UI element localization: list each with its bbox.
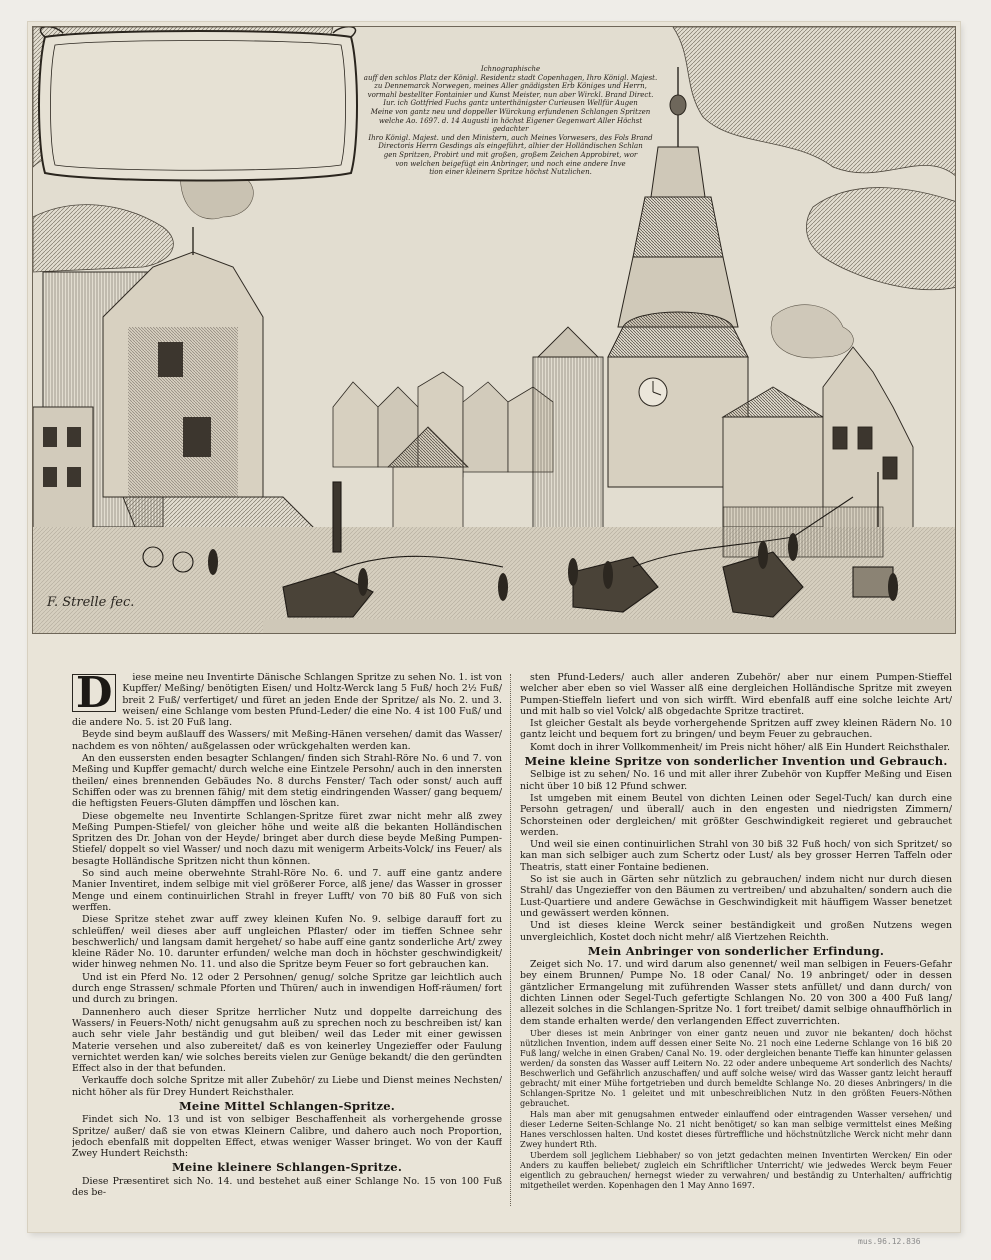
engraving-plate xyxy=(32,26,956,634)
section-heading: Mein Anbringer von sonderlicher Erfindung. xyxy=(587,943,885,958)
paragraph: Findet sich No. 13 und ist von selbiger Beschaffenheit als vorhergehende grosse Spritze/ außer/ daß sie von etwas Kleinern Calibre, und dahero auch noch Proportion, jedoch ebenfalß mit doppelten Effect, etwas weniger Wasser bringet. Wo von der Kauff Zwey Hundert Reichsth: xyxy=(72,1114,502,1160)
paragraph: Beyde sind beym außlauff des Wassers/ mit Meßing-Hänen versehen/ damit das Wasser/ nachdem es von nöhten/ außgelassen oder wrückgehalten werden kan. xyxy=(72,729,502,752)
paragraph: Komt doch in ihrer Vollkommenheit/ im Preis nicht höher/ alß Ein Hundert Reichsthaler. xyxy=(530,741,950,753)
paragraph: Zeiget sich No. 17. und wird darum also genennet/ weil man selbigen in Feuers-Gefahr bey einem Brunnen/ Pumpe No. 18 oder Canal/ No. 19 anbringet/ oder in dessen gäntzlicher Ermangelung mit zuführenden Wasser stets anfüllet/ und dann durch/ von dichten Linnen oder Segel-Tuch gefertigte Schlangen No. 20 von 300 a 400 Fuß lang/ allezeit solches in die Schlangen-Spritze No. 1 fort treibet/ damit selbige ohnauffhörlich in dem stande erhalten werde/ den verlangenden Effect zuverrichten. xyxy=(520,959,952,1027)
paragraph: Und ist dieses kleine Werck seiner beständigkeit und großen Nutzens wegen unvergleichlich, Kostet doch nicht mehr/ alß Viertzehen Reichth. xyxy=(520,920,952,943)
paragraph: So ist sie auch in Gärten sehr nützlich zu gebrauchen/ indem nicht nur durch diesen Strahl/ das Ungezieffer von den Bäumen zu vertreiben/ und abzuhalten/ sondern auch die Lust-Quartiere und andere Gewächse in Geschwindigkeit mit häuffigem Wasser benetzet und gewässert werden können. xyxy=(520,874,952,919)
section-heading: Meine kleinere Schlangen-Spritze. xyxy=(171,1160,403,1175)
paragraph: Hals man aber mit genugsahmen entweder einlauffend oder eintragenden Wasser versehen/ und dieser Lederne Seiten-Schlange No. 21 nicht benötiget/ so kan man selbige vermittelst eines Meßing Hanes verschlossen halten. Und kostet dieses fürtreffliche und höchstnützliche Werck nicht mehr dann Zwey hundert Rth. xyxy=(520,1108,952,1149)
paragraph: Diese Præsentiret sich No. 14. und bestehet auß einer Schlange No. 15 von 100 Fuß des be- xyxy=(72,1175,502,1199)
inventory-number: mus.96.12.836 xyxy=(858,1237,921,1246)
paragraph: Ist gleicher Gestalt als beyde vorhergehende Spritzen auff zwey kleinen Rädern No. 10 gantz leicht und bequem fort zu bringen/ und beym Feuer zu gebrauchen. xyxy=(520,718,952,741)
paragraph: So sind auch meine oberwehnte Strahl-Röre No. 6. und 7. auff eine gantz andere Manier Inventiret, indem selbige mit viel größerer Force, alß jene/ das Wasser in grosser Menge und einem continuirlichen Strahl in freyer Lufft/ von 70 biß 80 Fuß von sich werffen. xyxy=(72,868,502,913)
paragraph: Und weil sie einen continuirlichen Strahl von 30 biß 32 Fuß hoch/ von sich Spritzet/ so kan man sich selbiger auch zum Schertz oder Lust/ als bey grosser Herren Taffeln oder Theatris, statt einer Fontaine bedienen. xyxy=(520,839,952,873)
drop-cap: D xyxy=(72,674,116,712)
paragraph: Selbige ist zu sehen/ No. 16 und mit aller ihrer Zubehör von Kupffer Meßing und Eisen nicht über 10 biß 12 Pfund schwer. xyxy=(520,769,952,792)
paragraph: Verkauffe doch solche Spritze mit aller Zubehör/ zu Liebe und Dienst meines Nechsten/ nicht höher als für Drey Hundert Reichsthaler. xyxy=(72,1075,502,1098)
paragraph: Uberdem soll jeglichem Liebhaber/ so von jetzt gedachten meinen Inventirten Wercken/ Ein oder Anders zu kauffen beliebet/ zugleich ein Schriftlicher Unterricht/ wie jedwedes Werck beym Feuer eigentlich zu gebrauchen/ hernegst wieder zu verwahren/ und beständig zu Unterhalten/ auffrichtig mitgetheilet werden. Kopenhagen den 1 May Anno 1697. xyxy=(520,1149,952,1190)
print-sheet xyxy=(28,22,960,1232)
paragraph: Ist umgeben mit einem Beutel von dichten Leinen oder Segel-Tuch/ kan durch eine Persohn getragen/ und überall/ auch in den engesten und niedrigsten Zimmern/ Schorsteinen oder dergleichen/ mit größter Geschwindigkeit regieret und gebrauchet werden. xyxy=(520,792,952,838)
paragraph: Diese obgemelte neu Inventirte Schlangen-Spritze füret zwar nicht mehr alß zwey Meßing Pumpen-Stiefel/ von gleicher höhe und weite alß die bekanten Holländischen Spritzen des Dr. Johan von der Heyde/ bringet aber durch diese beyde Meßing Pumpen-Stiefel/ doppelt so viel Wasser/ und noch dazu mit wenigerm Arbeits-Volck/ ins Feuer/ als besagte Holländische Spritzen nicht thun können. xyxy=(72,810,502,867)
paragraph: iese meine neu Inventirte Dänische Schlangen Spritze zu sehen No. 1. ist von Kupffer/ Meßing/ benötigten Eisen/ und Holtz-Werck lang 5 Fuß/ hoch 2½ Fuß/ breit 2 Fuß/ verfertiget/ und füret an jeden Ende der Spritze/ als No. 2. und 3. weisen/ eine Schlange vom besten Pfund-Leder/ die eine No. 4 ist 100 Fuß/ und die andere No. 5. ist 20 Fuß lang. xyxy=(72,672,502,729)
cartouche-text: Ichnographische auff den schlos Platz der Königl. Residentz stadt Copenhagen, Ihro Königl. Majest. zu Dennemarck Norwegen, meines Aller gnädigsten Erb Königes und Herrn, vormahl bestellter Fontainier und Kunst Meister, nun aber Wirckl. Brand Direct. Iur. ich Gottfried Fuchs gantz unterthänigster Curieusen Wellfür Augen Meine von gantz neu und doppeller Würckung erfundenen Schlangen Spritzen welche Ao. 1697. d. 14 Augusti in höchst Eigener Gegenwart Aller Höchst gedachter Ihro Königl. Majest. und den Ministern, auch Meines Vorwesers, des Fols Brand Directoris Herrn Gesdings als eingeführt, alhier der Holländischen Schlan gen Spritzen, Probirt und mit großen, großem Zeichen Approbiret, wor von welchen beigefügt ein Anbringer, und noch eine andere Inve tion einer kleinern Spritze höchst Nutzlichen. xyxy=(363,65,658,177)
paragraph: Uber dieses ist mein Anbringer von einer gantz neuen und zuvor nie bekanten/ doch höchst nützlichen Invention, indem auff dessen einer Seite No. 21 noch eine Lederne Schlange von 16 biß 20 Fuß lang/ welche in einen Graben/ Canal No. 19. oder dergleichen benante Tieffe kan hinunter gelassen werden/ da sonsten das Wasser auff Leitern No. 22 oder andere unbequeme Art sonderlich des Nachts/ Beschwerlich und Gefährlich anzuschaffen/ und auff solche weise/ wird das Wasser gantz leicht herauff gebracht/ mit einer Mühe fortgetrieben und durch bemeldte Schlange No. 20 dieses Anbringers/ in die Schlangen-Spritze No. 1 geleitet und mit unbeschreiblichen Nutz in den größten Feuers-Nöthen gebrauchet. xyxy=(520,1027,952,1108)
paragraph: Dannenhero auch dieser Spritze herrlicher Nutz und doppelte darreichung des Wassers/ in Feuers-Noth/ nicht genugsahm auß zu sprechen noch zu beschreiben ist/ kan auch sehr viele Jahr beständig und gut bleiben/ weil das Leder mit einer gewissen Materie versehen und also zubereitet/ daß es von keinerley Ungezieffer oder Faulung vernichtet werden kan/ wie solches bereits vielen zur Genüge bekandt/ die den geründten Effect also in der that befunden. xyxy=(72,1006,502,1075)
title-cartouche-frame xyxy=(33,27,363,185)
paragraph: Und ist ein Pferd No. 12 oder 2 Persohnen/ genug/ solche Spritze gar leichtlich auch durch enge Strassen/ schmale Pforten und Thüren/ auch in inwendigen Hoff-räumen/ fort und durch zu bringen. xyxy=(72,971,502,1006)
paragraph: sten Pfund-Leders/ auch aller anderen Zubehör/ aber nur einem Pumpen-Stieffel welcher aber eben so viel Wasser alß eine dergleichen Holländische Spritze mit zweyen Pumpen-Stieffeln liefert und von sich wirfft. Wird ebenfalß auff eine solche leichte Art/ und mit halb so viel Volck/ alß obgedachte Spritze tractiret. xyxy=(520,672,952,717)
broadsheet-text xyxy=(72,672,952,1217)
section-heading: Meine kleine Spritze von sonderlicher Invention und Gebrauch. xyxy=(524,754,948,769)
engraver-signature: F. Strelle fec. xyxy=(47,595,135,610)
text-column-right xyxy=(520,672,952,1212)
text-column-left xyxy=(72,672,502,1212)
paragraph: Diese Spritze stehet zwar auff zwey kleinen Kufen No. 9. selbige darauff fort zu schleüffen/ weil dieses aber auff ungleichen Pflaster/ oder im tieffen Schnee sehr beschwerlich/ und langsam damit hergehet/ so habe auff eine gantz sonderliche Art/ zwey kleine Räder No. 10. darunter erfunden/ welche man doch in höchster geschwindigkeit/ wider hinweg nehmen No. 11. und also die Spritze beym Feuer so fort gebrauchen kan. xyxy=(72,914,502,971)
section-heading: Meine Mittel Schlangen-Spritze. xyxy=(179,1098,395,1113)
column-divider xyxy=(510,674,512,1206)
paragraph: An den eussersten enden besagter Schlangen/ finden sich Strahl-Röre No. 6 und 7. von Meßing und Kupffer gemacht/ durch welche eine Eintzele Persohn/ auch in den innersten theilen/ eines brennenden Gebäudes No. 8 durchs Fenster/ Tach oder sonst/ auch auff Schiffen oder was zu brennen fähig/ mit dem stetig eindringenden Wasser/ gang bequem/ die heftigsten Feuers-Gluten dämpffen und löschen kan. xyxy=(72,753,502,810)
